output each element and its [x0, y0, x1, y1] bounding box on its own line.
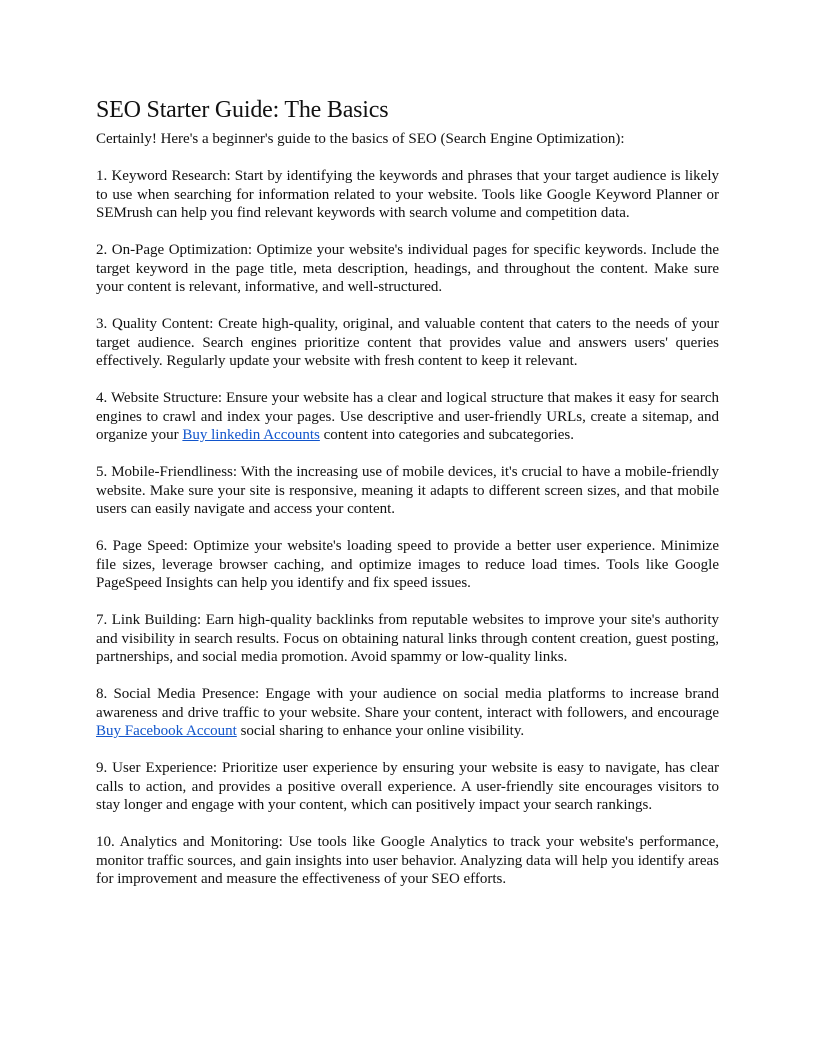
document-title: SEO Starter Guide: The Basics	[96, 97, 389, 123]
section-text-before-link: 4. Website Structure: Ensure your website has a clear and logical structure that makes it easy for search engines to crawl and index your pages. Use descriptive and user-friendly URLs, create a sitemap, and organize your	[96, 390, 719, 443]
section-website-structure	[96, 389, 719, 445]
section-text-after-link: social sharing to enhance your online visibility.	[236, 723, 525, 739]
section-page-speed: 6. Page Speed: Optimize your website's loading speed to provide a better user experience. Minimize file sizes, leverage browser caching, and optimize images to reduce load times. Tools like Google PageSpeed Insights can help you identify and fix speed issues.	[96, 538, 719, 591]
section-keyword-research: 1. Keyword Research: Start by identifying the keywords and phrases that your target audience is likely to use when searching for information related to your website. Tools like Google Keyword Planner or SEMrush can help you find relevant keywords with search volume and competition data.	[96, 168, 719, 221]
section-text-after-link: content into categories and subcategories.	[319, 427, 574, 443]
section-user-experience: 9. User Experience: Prioritize user experience by ensuring your website is easy to navigate, has clear calls to action, and provides a positive overall experience. A user-friendly site encourages visitors to stay longer and engage with your content, which can positively impact your search rankings.	[96, 760, 719, 813]
document-page	[96, 96, 719, 889]
intro-paragraph: Certainly! Here's a beginner's guide to the basics of SEO (Search Engine Optimization):	[96, 131, 625, 147]
buy-facebook-account-link[interactable]: Buy Facebook Account	[96, 723, 237, 739]
section-quality-content: 3. Quality Content: Create high-quality, original, and valuable content that caters to the needs of your target audience. Search engines prioritize content that provides value and answers users' queries effectively. Regularly update your website with fresh content to keep it relevant.	[96, 316, 719, 369]
buy-linkedin-accounts-link[interactable]: Buy linkedin Accounts	[182, 427, 320, 443]
section-social-media-presence	[96, 685, 719, 741]
section-link-building: 7. Link Building: Earn high-quality backlinks from reputable websites to improve your site's authority and visibility in search results. Focus on obtaining natural links through content creation, guest posting, partnerships, and social media promotion. Avoid spammy or low-quality links.	[96, 612, 719, 665]
section-mobile-friendliness: 5. Mobile-Friendliness: With the increasing use of mobile devices, it's crucial to have a mobile-friendly website. Make sure your site is responsive, meaning it adapts to different screen sizes, and that mobile users can easily navigate and access your content.	[96, 464, 719, 517]
section-on-page-optimization: 2. On-Page Optimization: Optimize your website's individual pages for specific keywords. Include the target keyword in the page title, meta description, headings, and throughout the content. Make sure your content is relevant, informative, and well-structured.	[96, 242, 719, 295]
section-text-before-link: 8. Social Media Presence: Engage with your audience on social media platforms to increase brand awareness and drive traffic to your website. Share your content, interact with followers, and encourage	[96, 686, 719, 721]
section-analytics-monitoring: 10. Analytics and Monitoring: Use tools like Google Analytics to track your website's performance, monitor traffic sources, and gain insights into user behavior. Analyzing data will help you identify areas for improvement and measure the effectiveness of your SEO efforts.	[96, 834, 719, 887]
